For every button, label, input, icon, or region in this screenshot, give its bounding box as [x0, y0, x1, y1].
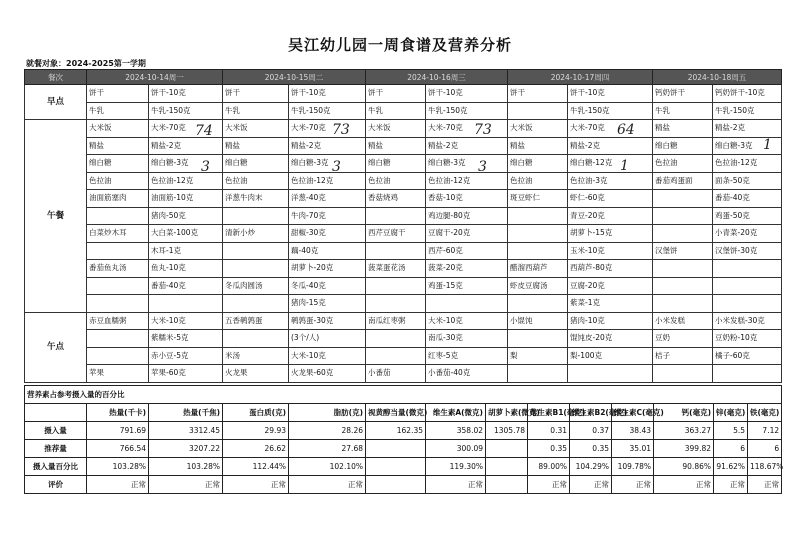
ingredient: 精盐-2克 — [426, 137, 508, 155]
ingredient: 青豆-20克 — [568, 207, 653, 225]
nutrition-value: 29.93 — [223, 422, 289, 440]
nutrition-value: 正常 — [149, 476, 223, 494]
nutrition-value — [366, 476, 426, 494]
dish-name: 小馄饨 — [508, 312, 568, 330]
nutrition-value: 104.29% — [570, 458, 612, 476]
ingredient: 胡萝卜-15克 — [568, 225, 653, 243]
ingredient: 橘子-60克 — [713, 347, 782, 365]
menu-row — [25, 137, 782, 155]
ingredient: 色拉油-12克 — [426, 172, 508, 190]
dish-name: 斑豆虾仁 — [508, 190, 568, 208]
dish-name: 精盐 — [653, 120, 713, 138]
menu-row — [25, 225, 782, 243]
ingredient: 大白菜-100克 — [149, 225, 223, 243]
ingredient: (3个/人) — [289, 330, 366, 348]
ingredient: 牛肉-70克 — [289, 207, 366, 225]
handwritten-note: 1 — [620, 158, 629, 174]
nutrition-value: 26.62 — [223, 440, 289, 458]
dish-name — [653, 225, 713, 243]
nutrition-value: 28.26 — [289, 422, 366, 440]
ingredient: 豆奶粉-10克 — [713, 330, 782, 348]
dish-name: 米汤 — [223, 347, 289, 365]
handwritten-note: 74 — [195, 123, 213, 139]
dish-name — [366, 347, 426, 365]
nutrient-header: 脂肪(克) — [289, 404, 366, 422]
dish-name: 番茄鸡蛋面 — [653, 172, 713, 190]
ingredient: 香菇-10克 — [426, 190, 508, 208]
ingredient: 鹌鹑蛋-30克 — [289, 312, 366, 330]
ingredient: 紫糯米-5克 — [149, 330, 223, 348]
ingredient: 色拉油-12克 — [713, 155, 782, 173]
ingredient: 赤小豆-5克 — [149, 347, 223, 365]
ingredient — [713, 365, 782, 383]
ingredient: 西葫芦-80克 — [568, 260, 653, 278]
nutrition-value: 正常 — [748, 476, 782, 494]
ingredient: 大米-10克 — [149, 312, 223, 330]
nutrition-value: 正常 — [714, 476, 748, 494]
dish-name: 绵白糖 — [223, 155, 289, 173]
dish-name: 绵白糖 — [653, 137, 713, 155]
page-title: 吴江幼儿园一周食谱及营养分析 — [287, 36, 512, 54]
ingredient: 大米-10克 — [289, 347, 366, 365]
handwritten-note: 73 — [332, 122, 350, 138]
nutrition-value: 102.10% — [289, 458, 366, 476]
ingredient — [568, 365, 653, 383]
dish-name: 精盐 — [508, 137, 568, 155]
nutrition-table — [24, 385, 782, 494]
nutrition-value: 118.67% — [748, 458, 782, 476]
dish-name: 赤豆血糯粥 — [87, 312, 149, 330]
dish-name: 西芹豆腐干 — [366, 225, 426, 243]
handwritten-note: 1 — [763, 137, 772, 153]
dish-name — [508, 102, 568, 120]
dish-name — [653, 260, 713, 278]
menu-row — [25, 365, 782, 383]
dish-name — [87, 347, 149, 365]
dish-name: 香菇烧鸡 — [366, 190, 426, 208]
dish-name: 油面筋塞肉 — [87, 190, 149, 208]
ingredient: 绵白糖-3克 — [149, 155, 223, 173]
ingredient: 西芹-60克 — [426, 242, 508, 260]
dish-name: 冬瓜肉圆汤 — [223, 277, 289, 295]
nutrition-value: 35.01 — [612, 440, 654, 458]
dish-name — [508, 330, 568, 348]
nutrition-value: 正常 — [612, 476, 654, 494]
handwritten-note: 73 — [474, 122, 492, 138]
menu-row — [25, 172, 782, 190]
ingredient: 小青菜-20克 — [713, 225, 782, 243]
dish-name: 色拉油 — [87, 172, 149, 190]
dish-name: 菠菜蛋花汤 — [366, 260, 426, 278]
ingredient: 鸡蛋-50克 — [713, 207, 782, 225]
dish-name: 番茄鱼丸汤 — [87, 260, 149, 278]
nutrition-row — [25, 422, 782, 440]
handwritten-note: 3 — [332, 159, 341, 175]
nutrition-value: 7.12 — [748, 422, 782, 440]
nutrition-value: 正常 — [289, 476, 366, 494]
ingredient: 大米-10克 — [426, 312, 508, 330]
nutrition-value: 6 — [714, 440, 748, 458]
day-header: 2024-10-16周三 — [366, 70, 508, 85]
dish-name — [223, 260, 289, 278]
nutrition-value: 3207.22 — [149, 440, 223, 458]
ingredient: 胡萝卜-20克 — [289, 260, 366, 278]
menu-row — [25, 312, 782, 330]
target-group: 就餐对象：2024-2025第一学期 — [26, 59, 146, 68]
nutrition-value: 399.82 — [654, 440, 714, 458]
ingredient: 色拉油-3克 — [568, 172, 653, 190]
nutrition-value: 358.02 — [426, 422, 486, 440]
ingredient: 豆腐-20克 — [568, 277, 653, 295]
menu-row — [25, 330, 782, 348]
ingredient — [713, 295, 782, 313]
dish-name: 大米饭 — [366, 120, 426, 138]
nutrition-value: 119.30% — [426, 458, 486, 476]
ingredient: 藕-40克 — [289, 242, 366, 260]
dish-name — [87, 207, 149, 225]
nutrition-value: 0.35 — [528, 440, 570, 458]
ingredient: 大米-70克 — [149, 120, 223, 138]
dish-name — [87, 277, 149, 295]
nutrient-header: 维生素A(微克) — [426, 404, 486, 422]
ingredient: 紫菜-1克 — [568, 295, 653, 313]
nutrition-value — [486, 440, 528, 458]
ingredient: 牛乳-150克 — [149, 102, 223, 120]
ingredient: 面条-50克 — [713, 172, 782, 190]
nutrition-value: 109.78% — [612, 458, 654, 476]
handwritten-note: 3 — [201, 159, 210, 175]
ingredient — [426, 295, 508, 313]
dish-name — [508, 365, 568, 383]
handwritten-note: 3 — [478, 159, 487, 175]
ingredient: 饼干-10克 — [289, 85, 366, 103]
nutrition-value: 正常 — [426, 476, 486, 494]
nutrition-value: 正常 — [223, 476, 289, 494]
nutrition-value: 90.86% — [654, 458, 714, 476]
nutrition-value: 112.44% — [223, 458, 289, 476]
meal-label: 午餐 — [25, 120, 87, 313]
nutrition-value: 正常 — [87, 476, 149, 494]
dish-name: 豆奶 — [653, 330, 713, 348]
nutrition-value: 正常 — [528, 476, 570, 494]
ingredient: 洋葱-40克 — [289, 190, 366, 208]
dish-name: 梨 — [508, 347, 568, 365]
menu-row — [25, 347, 782, 365]
meal-label: 午点 — [25, 312, 87, 382]
nutrition-row-label: 摄入量 — [25, 422, 87, 440]
nutrition-value: 5.5 — [714, 422, 748, 440]
ingredient: 精盐-2克 — [289, 137, 366, 155]
dish-name — [223, 330, 289, 348]
menu-row — [25, 120, 782, 138]
nutrient-header: 热量(千卡) — [87, 404, 149, 422]
dish-name: 色拉油 — [653, 155, 713, 173]
ingredient — [149, 295, 223, 313]
ingredient — [713, 277, 782, 295]
dish-name — [366, 207, 426, 225]
ingredient: 牛乳-150克 — [713, 102, 782, 120]
dish-name: 饼干 — [223, 85, 289, 103]
ingredient: 火龙果-60克 — [289, 365, 366, 383]
dish-name: 牛乳 — [223, 102, 289, 120]
nutrient-header: 蛋白质(克) — [223, 404, 289, 422]
menu-row — [25, 277, 782, 295]
menu-row — [25, 295, 782, 313]
dish-name: 钙奶饼干 — [653, 85, 713, 103]
dish-name: 小番茄 — [366, 365, 426, 383]
dish-name — [223, 295, 289, 313]
nutrition-value: 0.37 — [570, 422, 612, 440]
dish-name — [366, 277, 426, 295]
ingredient: 红枣-5克 — [426, 347, 508, 365]
dish-name — [508, 225, 568, 243]
dish-name: 精盐 — [87, 137, 149, 155]
dish-name: 色拉油 — [223, 172, 289, 190]
nutrient-header: 维生素B2(毫克) — [570, 404, 612, 422]
ingredient: 饼干-10克 — [426, 85, 508, 103]
nutrition-row — [25, 476, 782, 494]
dish-name: 汉堡饼 — [653, 242, 713, 260]
dish-name: 牛乳 — [653, 102, 713, 120]
meal-label: 早点 — [25, 85, 87, 120]
ingredient: 甜椒-30克 — [289, 225, 366, 243]
handwritten-note: 64 — [617, 122, 635, 138]
ingredient: 精盐-2克 — [149, 137, 223, 155]
ingredient — [713, 260, 782, 278]
ingredient: 菠菜-20克 — [426, 260, 508, 278]
ingredient: 精盐-2克 — [568, 137, 653, 155]
nutrition-value: 正常 — [570, 476, 612, 494]
menu-row — [25, 85, 782, 103]
day-header: 2024-10-18周五 — [653, 70, 782, 85]
dish-name: 清新小炒 — [223, 225, 289, 243]
ingredient: 鱼丸-10克 — [149, 260, 223, 278]
ingredient: 豆腐干-20克 — [426, 225, 508, 243]
dish-name: 色拉油 — [366, 172, 426, 190]
ingredient: 色拉油-12克 — [149, 172, 223, 190]
ingredient: 猪肉-10克 — [568, 312, 653, 330]
dish-name: 饼干 — [508, 85, 568, 103]
menu-row — [25, 207, 782, 225]
ingredient: 梨-100克 — [568, 347, 653, 365]
day-header: 2024-10-15周二 — [223, 70, 366, 85]
dish-name: 苹果 — [87, 365, 149, 383]
menu-row — [25, 190, 782, 208]
menu-row — [25, 260, 782, 278]
ingredient: 鸡蛋-15克 — [426, 277, 508, 295]
ingredient: 绵白糖-3克 — [713, 137, 782, 155]
ingredient: 精盐-2克 — [713, 120, 782, 138]
nutrition-value: 0.35 — [570, 440, 612, 458]
dish-name: 绵白糖 — [508, 155, 568, 173]
ingredient: 鸡边腿-80克 — [426, 207, 508, 225]
dish-name — [366, 242, 426, 260]
dish-name: 小米发糕 — [653, 312, 713, 330]
nutrition-value: 0.31 — [528, 422, 570, 440]
dish-name — [87, 330, 149, 348]
ingredient: 小米发糕-30克 — [713, 312, 782, 330]
dish-name — [366, 330, 426, 348]
nutrition-value: 103.28% — [87, 458, 149, 476]
ingredient: 钙奶饼干-10克 — [713, 85, 782, 103]
dish-name: 桔子 — [653, 347, 713, 365]
dish-name: 白菜炒木耳 — [87, 225, 149, 243]
dish-name: 牛乳 — [366, 102, 426, 120]
nutrition-value: 300.09 — [426, 440, 486, 458]
ingredient: 饼干-10克 — [149, 85, 223, 103]
ingredient: 牛乳-150克 — [426, 102, 508, 120]
ingredient: 猪肉-50克 — [149, 207, 223, 225]
meal-column-header: 餐次 — [25, 70, 87, 85]
nutrition-value: 363.27 — [654, 422, 714, 440]
nutrition-value — [486, 458, 528, 476]
ingredient: 南瓜-30克 — [426, 330, 508, 348]
menu-row — [25, 102, 782, 120]
dish-name: 精盐 — [366, 137, 426, 155]
nutrient-header: 维生素C(毫克) — [612, 404, 654, 422]
nutrition-value: 89.00% — [528, 458, 570, 476]
ingredient: 牛乳-150克 — [289, 102, 366, 120]
nutrition-value: 103.28% — [149, 458, 223, 476]
nutrient-header: 视黄醇当量(微克) — [366, 404, 426, 422]
ingredient: 饼干-10克 — [568, 85, 653, 103]
nutrition-value: 38.43 — [612, 422, 654, 440]
dish-name: 大米饭 — [87, 120, 149, 138]
dish-name: 南瓜红枣粥 — [366, 312, 426, 330]
nutrient-header: 热量(千焦) — [149, 404, 223, 422]
ingredient: 大米-70克 — [426, 120, 508, 138]
nutrition-row-label: 推荐量 — [25, 440, 87, 458]
dish-name — [87, 295, 149, 313]
ingredient: 苹果-60克 — [149, 365, 223, 383]
ingredient: 绵白糖-3克 — [289, 155, 366, 173]
nutrient-header: 胡萝卜素(微克) — [486, 404, 528, 422]
nutrition-row — [25, 440, 782, 458]
dish-name: 醋溜西葫芦 — [508, 260, 568, 278]
dish-name — [223, 242, 289, 260]
ingredient: 汉堡饼-30克 — [713, 242, 782, 260]
nutrition-value: 正常 — [654, 476, 714, 494]
dish-name: 饼干 — [366, 85, 426, 103]
dish-name: 精盐 — [223, 137, 289, 155]
dish-name — [653, 365, 713, 383]
nutrition-value: 791.69 — [87, 422, 149, 440]
dish-name — [508, 242, 568, 260]
menu-row — [25, 155, 782, 173]
dish-name: 大米饭 — [223, 120, 289, 138]
dish-name — [366, 295, 426, 313]
ingredient: 玉米-10克 — [568, 242, 653, 260]
dish-name — [223, 207, 289, 225]
dish-name — [653, 190, 713, 208]
ingredient: 猪肉-15克 — [289, 295, 366, 313]
nutrition-value: 3312.45 — [149, 422, 223, 440]
ingredient: 色拉油-12克 — [289, 172, 366, 190]
weekly-menu-table — [24, 69, 782, 383]
nutrition-section-title: 营养素占参考摄入量的百分比 — [25, 386, 782, 404]
dish-name: 绵白糖 — [87, 155, 149, 173]
nutrition-value: 1305.78 — [486, 422, 528, 440]
dish-name: 火龙果 — [223, 365, 289, 383]
ingredient: 木耳-1克 — [149, 242, 223, 260]
ingredient: 绵白糖-12克 — [568, 155, 653, 173]
dish-name — [508, 207, 568, 225]
ingredient: 牛乳-150克 — [568, 102, 653, 120]
menu-row — [25, 242, 782, 260]
ingredient: 馄饨皮-20克 — [568, 330, 653, 348]
nutrition-row-label: 评价 — [25, 476, 87, 494]
dish-name — [653, 207, 713, 225]
nutrition-value: 6 — [748, 440, 782, 458]
ingredient: 番茄-40克 — [149, 277, 223, 295]
dish-name — [508, 295, 568, 313]
dish-name: 虾皮豆腐汤 — [508, 277, 568, 295]
nutrient-header — [25, 404, 87, 422]
day-header: 2024-10-14周一 — [87, 70, 223, 85]
dish-name — [87, 242, 149, 260]
nutrition-value: 162.35 — [366, 422, 426, 440]
ingredient: 冬瓜-40克 — [289, 277, 366, 295]
nutrition-row — [25, 458, 782, 476]
nutrition-value — [366, 458, 426, 476]
dish-name: 绵白糖 — [366, 155, 426, 173]
day-header: 2024-10-17周四 — [508, 70, 653, 85]
nutrient-header: 钙(毫克) — [654, 404, 714, 422]
dish-name: 牛乳 — [87, 102, 149, 120]
ingredient: 油面筋-10克 — [149, 190, 223, 208]
ingredient: 大米-70克 — [289, 120, 366, 138]
nutrition-value: 766.54 — [87, 440, 149, 458]
nutrition-value — [366, 440, 426, 458]
dish-name: 饼干 — [87, 85, 149, 103]
nutrition-value: 27.68 — [289, 440, 366, 458]
ingredient: 番茄-40克 — [713, 190, 782, 208]
ingredient: 绵白糖-3克 — [426, 155, 508, 173]
dish-name: 大米饭 — [508, 120, 568, 138]
nutrition-value: 91.62% — [714, 458, 748, 476]
dish-name: 色拉油 — [508, 172, 568, 190]
nutrient-header: 锌(毫克) — [714, 404, 748, 422]
nutrition-row-label: 摄入量百分比 — [25, 458, 87, 476]
nutrient-header: 铁(毫克) — [748, 404, 782, 422]
nutrition-value — [486, 476, 528, 494]
dish-name: 五香鹌鹑蛋 — [223, 312, 289, 330]
ingredient: 虾仁-60克 — [568, 190, 653, 208]
dish-name: 洋葱牛肉末 — [223, 190, 289, 208]
nutrient-header: 维生素B1(毫克) — [528, 404, 570, 422]
ingredient: 大米-70克 — [568, 120, 653, 138]
dish-name — [653, 277, 713, 295]
ingredient: 小番茄-40克 — [426, 365, 508, 383]
dish-name — [653, 295, 713, 313]
